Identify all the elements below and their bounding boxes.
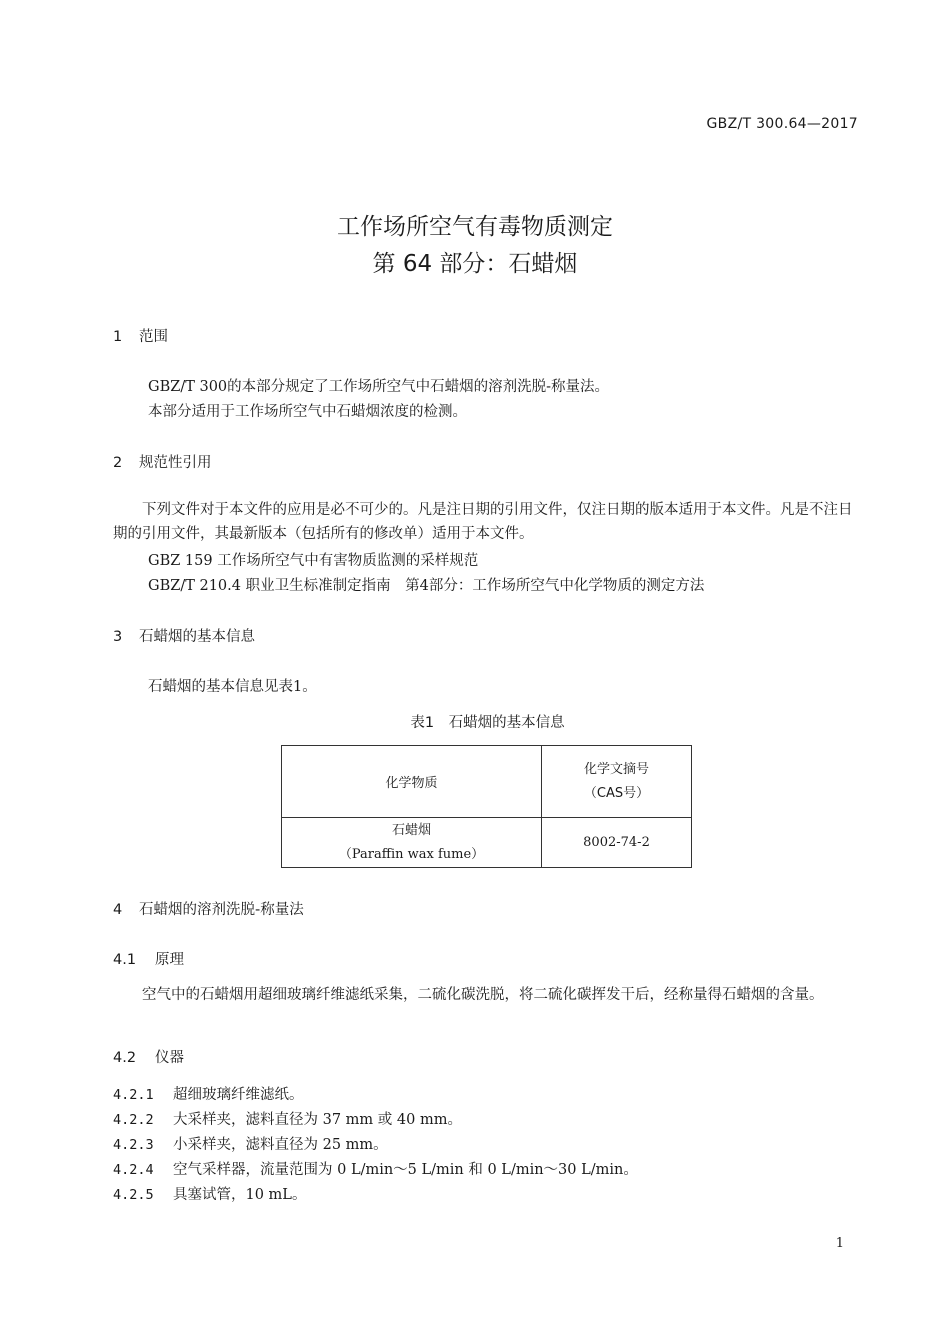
list-item xyxy=(113,1083,304,1104)
header-label-sub: （CAS号） xyxy=(583,785,650,801)
cell-cas-number xyxy=(542,818,692,868)
paragraph: 空气中的石蜡烟用超细玻璃纤维滤纸采集，二硫化碳洗脱，将二硫化碳挥发干后，经称量得石蜡烟的含量。 xyxy=(113,987,824,1003)
section-title: 石蜡烟的溶剂洗脱-称量法 xyxy=(139,902,304,918)
section-number: 4.2 xyxy=(113,1050,137,1066)
reference-item: GBZ 159 工作场所空气中有害物质监测的采样规范 xyxy=(148,553,479,569)
section-number: 4 xyxy=(113,902,123,918)
cell-substance xyxy=(282,818,542,868)
item-text: 空气采样器，流量范围为 0 L/min～5 L/min 和 0 L/min～30 L/min。 xyxy=(173,1162,638,1178)
table-header-row xyxy=(282,746,692,818)
header-label: 化学文摘号 xyxy=(583,761,649,777)
section-4-1-heading xyxy=(113,948,184,969)
header-label: 化学物质 xyxy=(385,776,438,791)
page-number: 1 xyxy=(835,1236,844,1251)
section-2-heading xyxy=(113,451,212,472)
standard-code: GBZ/T 300.64—2017 xyxy=(706,116,858,132)
section-number: 2 xyxy=(113,455,123,471)
list-item xyxy=(113,1108,462,1129)
table-caption: 表1 石蜡烟的基本信息 xyxy=(410,715,565,731)
item-number: 4.2.5 xyxy=(113,1187,154,1203)
item-number: 4.2.3 xyxy=(113,1137,154,1153)
section-title: 范围 xyxy=(139,329,168,345)
section-title: 规范性引用 xyxy=(139,455,212,471)
section-4-2-heading xyxy=(113,1046,184,1067)
header-cell-cas xyxy=(542,746,692,818)
substance-name: 石蜡烟 xyxy=(391,822,431,838)
header-cell-substance xyxy=(282,746,542,818)
item-text: 小采样夹，滤料直径为 25 mm。 xyxy=(173,1137,388,1153)
paragraph: 下列文件对于本文件的应用是必不可少的。凡是注日期的引用文件，仅注日期的版本适用于本文件。凡是不注日期的引用文件，其最新版本（包括所有的修改单）适用于本文件。 xyxy=(113,502,853,542)
document-title-line1: 工作场所空气有毒物质测定 xyxy=(337,214,613,240)
section-number: 3 xyxy=(113,629,123,645)
section-title: 原理 xyxy=(155,952,184,968)
section-title: 石蜡烟的基本信息 xyxy=(139,629,255,645)
section-title: 仪器 xyxy=(155,1050,184,1066)
document-title-line2: 第 64 部分：石蜡烟 xyxy=(372,251,578,277)
section-number: 1 xyxy=(113,329,123,345)
paragraph: GBZ/T 300的本部分规定了工作场所空气中石蜡烟的溶剂洗脱-称量法。 xyxy=(148,379,610,395)
item-text: 具塞试管，10 mL。 xyxy=(173,1187,307,1203)
section-number: 4.1 xyxy=(113,952,137,968)
item-number: 4.2.1 xyxy=(113,1087,154,1103)
table-row xyxy=(282,818,692,868)
reference-item: GBZ/T 210.4 职业卫生标准制定指南 第4部分：工作场所空气中化学物质的测定方法 xyxy=(148,578,705,594)
paragraph: 本部分适用于工作场所空气中石蜡烟浓度的检测。 xyxy=(148,404,467,420)
list-item xyxy=(113,1183,306,1204)
item-text: 大采样夹，滤料直径为 37 mm 或 40 mm。 xyxy=(173,1112,462,1128)
basic-info-table xyxy=(281,745,692,868)
section-1-heading xyxy=(113,325,168,346)
cas-number: 8002-74-2 xyxy=(583,835,650,850)
list-item xyxy=(113,1158,638,1179)
paragraph: 石蜡烟的基本信息见表1。 xyxy=(148,679,317,695)
item-number: 4.2.4 xyxy=(113,1162,154,1178)
section-3-heading xyxy=(113,625,255,646)
list-item xyxy=(113,1133,388,1154)
item-text: 超细玻璃纤维滤纸。 xyxy=(173,1087,304,1103)
section-4-heading xyxy=(113,898,304,919)
substance-english-name: （Paraffin wax fume） xyxy=(338,846,485,862)
item-number: 4.2.2 xyxy=(113,1112,154,1128)
